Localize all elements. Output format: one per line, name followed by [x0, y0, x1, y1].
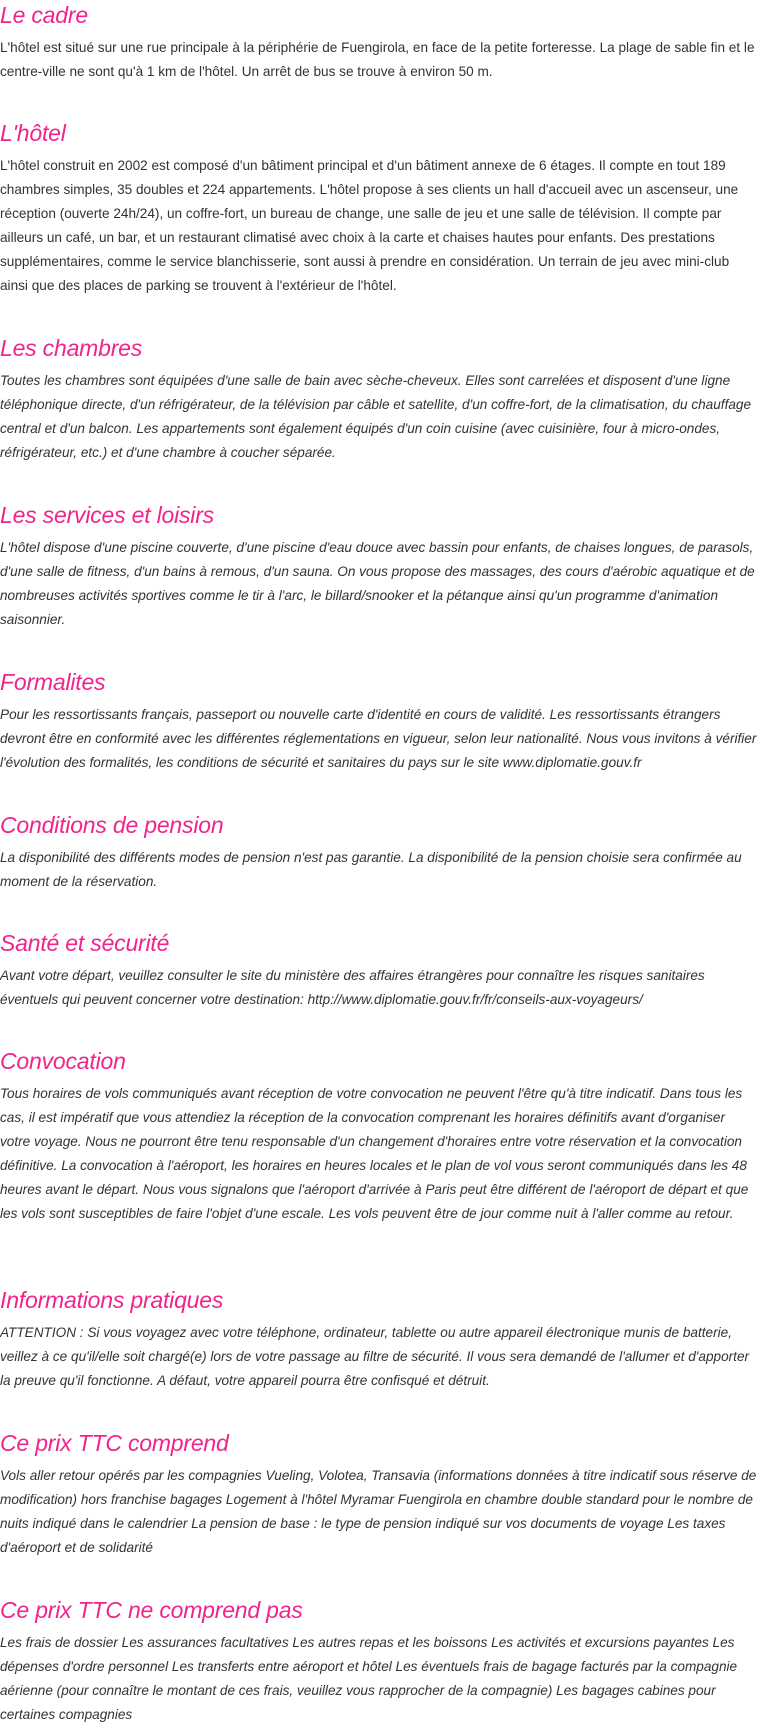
- section-title: Ce prix TTC comprend: [0, 1430, 229, 1456]
- section-text: Tous horaires de vols communiqués avant réception de votre convocation ne peuvent l'être qu'à titre indicatif. Dans tous les cas, il est impératif que vous attendiez la réception de la convocation comprenant les horaires définitifs avant d'organiser votre voyage. Nous ne pourront être tenu responsable d'un changement d'horaires entre votre réservation et la convocation définitive. La convocation à l'aéroport, les horaires en heures locales et le plan de vol vous seront communiqués dans les 48 heures avant le départ. Nous vous signalons que l'aéroport d'arrivée à Paris peut être différent de l'aéroport de départ et que les vols sont susceptibles de faire l'objet d'une escale. Les vols peuvent être de jour comme nuit à l'aller comme au retour.: [0, 1086, 749, 1221]
- section-title: Conditions de pension: [0, 812, 224, 838]
- section-text: Pour les ressortissants français, passeport ou nouvelle carte d'identité en cours de validité. Les ressortissants étrangers devront être en conformité avec les différentes réglementations en vigueur, selon leur nationalité. Nous vous invitons à vérifier l'évolution des formalités, les conditions de sécurité et sanitaires du pays sur le site www.diplomatie.gouv.fr: [0, 707, 757, 770]
- section-title: Santé et sécurité: [0, 930, 170, 956]
- section-l-hotel: [0, 118, 758, 333]
- section-text: La disponibilité des différents modes de pension n'est pas garantie. La disponibilité de la pension choisie sera confirmée au moment de la réservation.: [0, 850, 742, 889]
- section-text: L'hôtel est situé sur une rue principale à la périphérie de Fuengirola, en face de la petite forteresse. La plage de sable fin et le centre-ville ne sont qu'à 1 km de l'hôtel. Un arrêt de bus se trouve à environ 50 m.: [0, 40, 755, 79]
- section-les-chambres: [0, 333, 758, 500]
- section-title: L'hôtel: [0, 120, 66, 146]
- section-services-loisirs: [0, 500, 758, 667]
- section-informations-pratiques: [0, 1285, 758, 1428]
- section-formalites: [0, 667, 758, 810]
- section-prix-comprend: [0, 1428, 758, 1595]
- section-title: Formalites: [0, 669, 106, 695]
- section-text: L'hôtel construit en 2002 est composé d'un bâtiment principal et d'un bâtiment annexe de 6 étages. Il compte en tout 189 chambres simples, 35 doubles et 224 appartements. L'hôtel propose à ses clients un hall d'accueil avec un ascenseur, une réception (ouverte 24h/24), un coffre-fort, un bureau de change, une salle de jeu et une salle de télévision. Il compte par ailleurs un café, un bar, et un restaurant climatisé avec choix à la carte et chaises hautes pour enfants. Des prestations supplémentaires, comme le service blanchisserie, sont aussi à prendre en considération. Un terrain de jeu avec mini-club ainsi que des places de parking se trouvent à l'extérieur de l'hôtel.: [0, 158, 739, 293]
- section-title: Informations pratiques: [0, 1287, 224, 1313]
- section-convocation: [0, 1046, 758, 1285]
- section-title: Les chambres: [0, 335, 143, 361]
- section-title: Ce prix TTC ne comprend pas: [0, 1597, 303, 1623]
- section-text: Vols aller retour opérés par les compagnies Vueling, Volotea, Transavia (informations données à titre indicatif sous réserve de modification) hors franchise bagages Logement à l'hôtel Myramar Fuengirola en chambre double standard pour le nombre de nuits indiqué dans le calendrier La pension de base : le type de pension indiqué sur vos documents de voyage Les taxes d'aéroport et de solidarité: [0, 1468, 757, 1555]
- section-text: Les frais de dossier Les assurances facultatives Les autres repas et les boissons Les activités et excursions payantes Les dépenses d'ordre personnel Les transferts entre aéroport et hôtel Les éventuels frais de bagage facturés par la compagnie aérienne (pour connaître le montant de ces frais, veuillez vous rapprocher de la compagnie) Les bagages cabines pour certaines compagnies: [0, 1635, 738, 1722]
- section-text: ATTENTION : Si vous voyagez avec votre téléphone, ordinateur, tablette ou autre appareil électronique munis de batterie, veillez à ce qu'il/elle soit chargé(e) lors de votre passage au filtre de sécurité. Il vous sera demandé de l'allumer et d'apporter la preuve qu'il fonctionne. A défaut, votre appareil pourra être confisqué et détruit.: [0, 1325, 750, 1388]
- section-title: Le cadre: [0, 2, 88, 28]
- section-title: Les services et loisirs: [0, 502, 214, 528]
- section-text: L'hôtel dispose d'une piscine couverte, d'une piscine d'eau douce avec bassin pour enfants, de chaises longues, de parasols, d'une salle de fitness, d'un bains à remous, d'un sauna. On vous propose des massages, des cours d'aérobic aquatique et de nombreuses activités sportives comme le tir à l'arc, le billard/snooker et la pétanque ainsi qu'un programme d'animation saisonnier.: [0, 540, 755, 627]
- section-text: Avant votre départ, veuillez consulter le site du ministère des affaires étrangères pour connaître les risques sanitaires éventuels qui peuvent concerner votre destination: http://www.diplomatie.gouv.fr/fr/conseils-aux-voyageurs/: [0, 968, 705, 1007]
- section-sante-securite: [0, 928, 758, 1046]
- section-prix-ne-comprend-pas: [0, 1595, 758, 1732]
- section-le-cadre: [0, 0, 758, 118]
- section-text: Toutes les chambres sont équipées d'une salle de bain avec sèche-cheveux. Elles sont carrelées et disposent d'une ligne téléphonique directe, d'un réfrigérateur, de la télévision par câble et satellite, d'un coffre-fort, de la climatisation, du chauffage central et d'un balcon. Les appartements sont également équipés d'un coin cuisine (avec cuisinière, four à micro-ondes, réfrigérateur, etc.) et d'une chambre à coucher séparée.: [0, 373, 752, 460]
- section-conditions-pension: [0, 810, 758, 928]
- section-title: Convocation: [0, 1048, 126, 1074]
